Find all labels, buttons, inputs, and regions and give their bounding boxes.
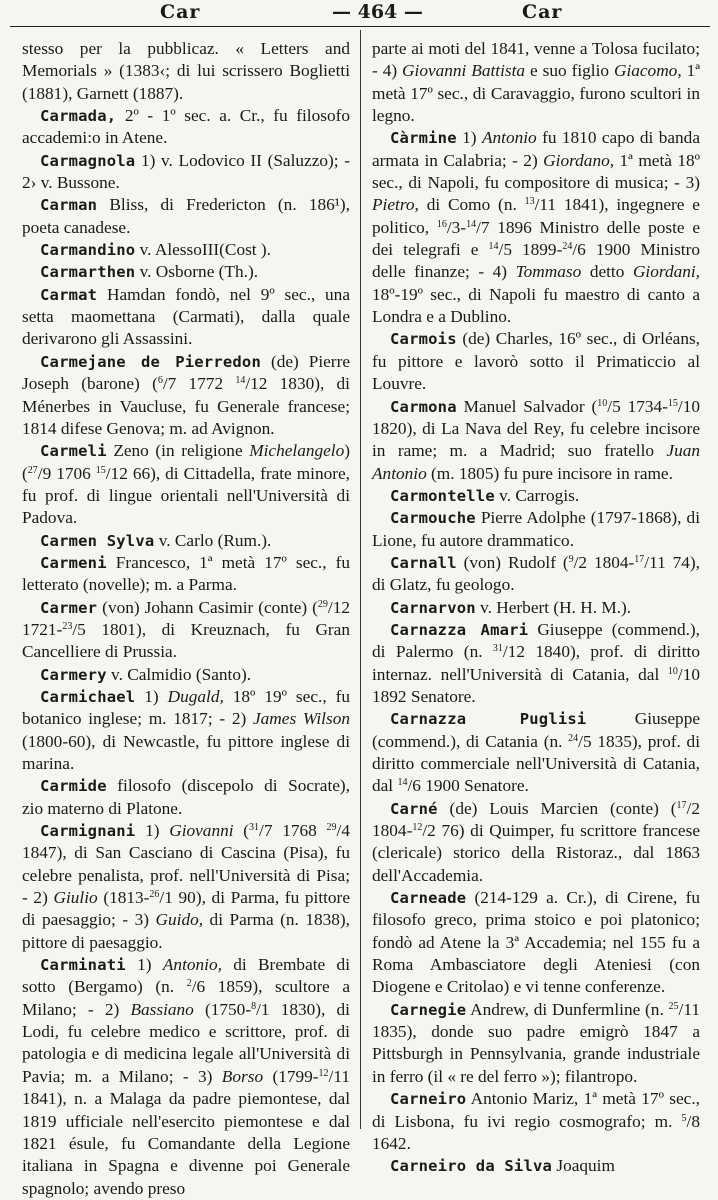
entry-text: /7 1768 (259, 821, 327, 841)
entry-superscript: 17 (634, 553, 645, 565)
entry-superscript: 13 (524, 196, 535, 208)
entry-text: /5 1734- (607, 396, 668, 416)
entry-text: v. Herbert (H. H. M.). (475, 597, 632, 617)
entry-headword: Carmeni (40, 553, 107, 572)
entry-text: ) ( (22, 441, 350, 483)
entry-text: (1750- (193, 999, 252, 1019)
running-head-right: Car (522, 1, 563, 23)
entry-text: /2 76) di Quimper, fu scrittore francese (clericale) storico della Ristoraz., dal 1863 dell'Accademia. (372, 821, 700, 885)
entry-text: /10 1820), di La Nava del Rey, fu celebre incisore in rame; m. a Madrid; suo fratello (372, 396, 700, 461)
entry-text: parte ai moti del 1841, venne a Tolosa fucilato; - 4) (372, 39, 700, 81)
dictionary-entry (372, 798, 700, 887)
entry-text: /10 1892 Senatore. (372, 664, 700, 706)
entry-text: /7 1772 (162, 374, 236, 394)
entry-text: 1) (135, 686, 168, 706)
entry-superscript: 16 (436, 218, 447, 230)
entry-superscript: 25 (668, 1000, 679, 1012)
entry-superscript: 12 (412, 822, 423, 834)
entry-text: Giuseppe (commend.), di Catania (n. (372, 709, 701, 751)
entry-italic-name: Giordano, (543, 150, 615, 170)
left-column (22, 38, 350, 1200)
column-divider (360, 30, 361, 1129)
entry-text: Hamdan fondò, nel 9º sec., una setta maomettana (Carmati), dalla quale derivarono gli Assassini. (22, 284, 350, 349)
entry-text: v. Carlo (Rum.). (154, 530, 272, 550)
entry-text: di Parma (n. 1838), pittore di paesaggio. (22, 910, 350, 952)
entry-superscript: 26 (149, 889, 160, 901)
dictionary-entry (372, 708, 700, 797)
entry-superscript: 8 (251, 1000, 257, 1012)
entry-text: /3- (446, 217, 467, 237)
entry-headword: Carmichael (40, 687, 136, 706)
entry-superscript: 14 (235, 375, 246, 387)
entry-text: (1813- (97, 888, 150, 908)
entry-text: (de) Charles, 16º sec., di Orléans, fu pittore e lavorò sotto il Primaticcio al Louvre. (372, 329, 700, 394)
entry-headword: Carman (40, 196, 98, 215)
entry-headword: Carmois (390, 330, 457, 349)
entry-headword: Carmouche (390, 509, 476, 528)
entry-superscript: 5 (681, 1112, 687, 1124)
entry-text: v. Osborne (Th.). (135, 262, 259, 282)
dictionary-entry (22, 552, 350, 597)
running-head-left: Car (160, 1, 201, 23)
entry-text: 1ª metà 17º sec., di Caravaggio, furono scultori in legno. (372, 61, 701, 126)
entry-italic-name: Juan Antonio (372, 441, 700, 483)
entry-text: (von) Rudolf ( (456, 552, 569, 572)
entry-superscript: 24 (568, 732, 579, 744)
entry-text: Giuseppe (commend.), di Palermo (n. (372, 619, 700, 662)
dictionary-entry (372, 1155, 700, 1177)
entry-superscript: 14 (488, 241, 499, 253)
entry-text: /7 1896 Ministro delle poste e dei telegrafi e (372, 217, 700, 260)
entry-italic-name: Pietro, (372, 195, 419, 215)
entry-headword: Càrmine (390, 129, 457, 148)
entry-italic-name: Giovanni Battista (402, 61, 526, 81)
entry-headword: Carmide (40, 777, 107, 796)
entry-headword: Carmeli (40, 442, 107, 461)
dictionary-entry (22, 284, 350, 351)
entry-headword: Carnarvon (390, 598, 476, 617)
entry-text: (1799- (263, 1066, 319, 1086)
entry-headword: Carnall (390, 553, 457, 572)
entry-text: Manuel Salvador ( (456, 396, 598, 416)
entry-text: filosofo (discepolo di Socrate), zio materno di Platone. (22, 776, 350, 818)
entry-text: /2 1804- (573, 552, 635, 572)
entry-italic-name: Borso (221, 1066, 264, 1086)
dictionary-entry (372, 396, 700, 485)
entry-text: (m. 1805) fu pure incisore in rame. (426, 463, 673, 483)
entry-superscript: 17 (676, 799, 687, 811)
entry-superscript: 31 (492, 643, 503, 655)
entry-headword: Carnegie (390, 1000, 467, 1019)
dictionary-entry (22, 775, 350, 820)
dictionary-entry (22, 954, 350, 1200)
entry-text: /12 66), di Cittadella, frate minore, fu prof. di lingue orientali nell'Università di Padova. (22, 463, 350, 528)
entry-text: 2º - 1º sec. a. Cr., fu filosofo accademi:o in Atene. (22, 106, 350, 148)
entry-text: /11 1841), n. a Malaga da padre piemontese, dal 1819 ufficiale nell'esercito piemontese e dal 1821 ésule, fu Comandante della Legione italiana in Spagna e divenne poi Generale spagnolo; avendo preso (22, 1066, 350, 1198)
dictionary-entry (22, 194, 350, 239)
entry-superscript: 23 (62, 620, 73, 632)
entry-italic-name: Giordani, (632, 262, 700, 282)
entry-superscript: 10 (667, 665, 678, 677)
entry-superscript: 29 (326, 822, 337, 834)
entry-superscript: 9 (568, 553, 574, 565)
entry-italic-name: Tommaso (515, 262, 582, 282)
entry-italic-name: Giacomo, (613, 61, 682, 81)
entry-superscript: 12 (318, 1067, 329, 1079)
entry-headword: Carnazza Puglisi (390, 710, 587, 729)
dictionary-entry (372, 485, 700, 507)
entry-text: di Brembate di sotto (Bergamo) (n. (22, 955, 350, 997)
entry-italic-name: James Wilson (253, 709, 350, 729)
entry-headword: Carmagnola (40, 151, 136, 170)
entry-text: /12 1830), di Ménerbes in Vaucluse, fu Generale francese; 1814 difese Genova; m. ad Avignon. (22, 374, 350, 438)
dictionary-entry (372, 38, 700, 127)
entry-text: Joaquim (552, 1156, 615, 1176)
entry-italic-name: Antonio (481, 128, 537, 148)
entry-text: 1) (125, 955, 163, 975)
dictionary-entry (372, 328, 700, 395)
dictionary-entry (22, 820, 350, 954)
entry-headword: Carmona (390, 397, 457, 416)
entry-text: /4 1847), di San Casciano di Cascina (Pisa), fu celebre penalista, prof. nell'Università di Pisa; - 2) (22, 821, 350, 908)
entry-text: /8 1642. (372, 1111, 700, 1153)
page-number: — 464 — (332, 1, 423, 23)
entry-text: /6 1859), scultore a Milano; - 2) (22, 977, 350, 1019)
entry-headword: Carmen Sylva (40, 531, 155, 550)
dictionary-entry (372, 552, 700, 597)
entry-text: /5 1899- (498, 240, 563, 260)
entry-headword: Carnazza Amari (390, 620, 529, 639)
entry-text: 1ª metà 18º sec., di Napoli, fu compositore di musica; - 3) (372, 150, 701, 193)
dictionary-entry (372, 887, 700, 999)
entry-superscript: 14 (466, 218, 477, 230)
entry-text: 1) (135, 821, 170, 841)
entry-superscript: 2 (186, 978, 192, 990)
right-column (372, 38, 700, 1178)
entry-italic-name: Giovanni (169, 821, 234, 841)
entry-headword: Carmat (40, 285, 98, 304)
entry-text: 1) v. Lodovico II (Saluzzo); - 2› v. Bussone. (22, 150, 350, 193)
entry-text: Pierre Adolphe (1797-1868), di Lione, fu autore drammatico. (372, 508, 700, 550)
entry-text: (1800-60), di Newcastle, fu pittore inglese di marina. (22, 731, 350, 773)
entry-text: (de) Pierre Joseph (barone) ( (22, 351, 350, 394)
dictionary-entry (372, 619, 700, 708)
entry-text: fu 1810 capo di banda armata in Calabria; - 2) (372, 128, 700, 170)
entry-superscript: 10 (597, 397, 608, 409)
entry-text: e suo figlio (525, 61, 614, 81)
entry-superscript: 27 (27, 464, 38, 476)
entry-headword: Carmontelle (390, 486, 495, 505)
entry-headword: Carmada, (40, 107, 117, 126)
entry-text: Francesco, 1ª metà 17º sec., fu letterato (novelle); m. a Parma. (22, 552, 350, 595)
entry-text: (214-129 a. Cr.), di Cirene, fu filosofo greco, prima stoico e poi platonico; fondò ad Atene la 3ª Accademia; nel 155 fu a Roma Ambasciatore degli Ateniesi (con Diogene e Critolao) e vi tenne conferenze. (372, 888, 700, 997)
entry-superscript: 6 (157, 375, 163, 387)
entry-text: v. AlessoIII(Cost ). (135, 240, 272, 260)
entry-headword: Carneiro (390, 1090, 467, 1109)
entry-text: /6 1900 Ministro delle finanze; - 4) (372, 240, 700, 282)
entry-headword: Carmer (40, 598, 98, 617)
dictionary-entry (22, 440, 350, 529)
entry-text: /12 1840), prof. di diritto internaz. nell'Università di Catania, dal (372, 642, 700, 684)
entry-superscript: 15 (667, 397, 678, 409)
entry-text: di Como (n. (418, 195, 525, 215)
dictionary-entry (22, 351, 350, 440)
entry-headword: Carmignani (40, 822, 136, 841)
entry-headword: Carneade (390, 889, 467, 908)
dictionary-entry (372, 127, 700, 328)
entry-text: 18º-19º sec., di Napoli fu maestro di canto a Londra e a Dublino. (372, 284, 700, 327)
dictionary-entry (372, 597, 700, 619)
page-header (10, 0, 710, 27)
entry-superscript: 29 (317, 598, 328, 610)
entry-text: Andrew, di Dunfermline (n. (466, 999, 669, 1019)
entry-headword: Carmery (40, 665, 107, 684)
entry-italic-name: Michelangelo (249, 441, 345, 461)
entry-headword: Carmejane de Pierredon (40, 352, 261, 371)
entry-superscript: 14 (397, 777, 408, 789)
dictionary-entry (372, 999, 700, 1088)
entry-italic-name: Giulio (53, 888, 98, 908)
entry-text: /5 1801), di Kreuznach, fu Gran Cancelliere di Prussia. (22, 619, 350, 662)
entry-headword: Carmandino (40, 241, 136, 260)
entry-italic-name: Guido, (155, 910, 204, 930)
entry-text: /12 1721- (22, 597, 350, 639)
dictionary-entry (22, 686, 350, 775)
dictionary-entry (372, 1088, 700, 1155)
entry-text: (de) Louis Marcien (conte) ( (437, 798, 677, 818)
entry-text: v. Calmidio (Santo). (106, 664, 252, 684)
entry-text: /1 90), di Parma, fu pittore di paesaggio; - 3) (22, 888, 350, 930)
entry-superscript: 24 (562, 241, 573, 253)
dictionary-entry (22, 261, 350, 283)
entry-headword: Carné (390, 799, 438, 818)
entry-text: stesso per la pubblicaz. « Letters and Memorials » (1383‹; di lui scrissero Boglietti (1881), Garnett (1887). (22, 39, 350, 103)
entry-text: Bliss, di Fredericton (n. 186¹), poeta canadese. (22, 195, 350, 237)
entry-text: /11 1841), ingegnere e politico, (372, 195, 700, 237)
entry-text: /6 1900 Senatore. (407, 776, 529, 796)
entry-text: ( (233, 821, 250, 841)
entry-headword: Carminati (40, 956, 126, 975)
entry-text: /9 1706 (37, 463, 96, 483)
entry-text: /11 1835), donde suo padre emigrò 1847 a Pittsburgh in Pennsylvania, grande industriale in ferro (il « re del ferro »); filantropo. (372, 999, 700, 1086)
entry-text: Zeno (in religione (106, 441, 250, 461)
dictionary-entry (22, 105, 350, 150)
entry-text: 1) (456, 128, 482, 148)
entry-superscript: 31 (249, 822, 260, 834)
entry-text: (von) Johann Casimir (conte) ( (97, 597, 318, 617)
dictionary-entry (22, 597, 350, 664)
entry-italic-name: Antonio, (162, 955, 222, 975)
dictionary-entry (22, 38, 350, 105)
dictionary-entry (22, 664, 350, 686)
entry-headword: Carneiro da Silva (390, 1157, 553, 1176)
dictionary-entry (22, 530, 350, 552)
dictionary-entry (372, 507, 700, 552)
entry-text: detto (581, 262, 633, 282)
entry-text: /1 1830), di Lodi, fu celebre medico e scrittore, prof. di patologia e di medicina legale all'Università di Pavia; m. a Milano; - 3) (22, 999, 350, 1086)
entry-italic-name: Bassiano (130, 999, 194, 1019)
entry-text: v. Carrogis. (494, 485, 580, 505)
entry-superscript: 15 (95, 464, 106, 476)
entry-text: /11 74), di Glatz, fu geologo. (372, 552, 700, 595)
entry-text: Antonio Mariz, 1ª metà 17º sec., di Lisbona, fu ivi regio cosmografo; m. (372, 1089, 700, 1131)
entry-italic-name: Dugald, (167, 686, 224, 706)
entry-text: /5 1835), prof. di diritto commerciale nell'Università di Catania, dal (372, 731, 700, 796)
dictionary-entry (22, 150, 350, 195)
dictionary-entry (22, 239, 350, 261)
entry-text: /2 1804- (372, 798, 700, 841)
entry-headword: Carmarthen (40, 263, 136, 282)
entry-text: 18º 19º sec., fu botanico inglese; m. 1817; - 2) (22, 686, 350, 729)
